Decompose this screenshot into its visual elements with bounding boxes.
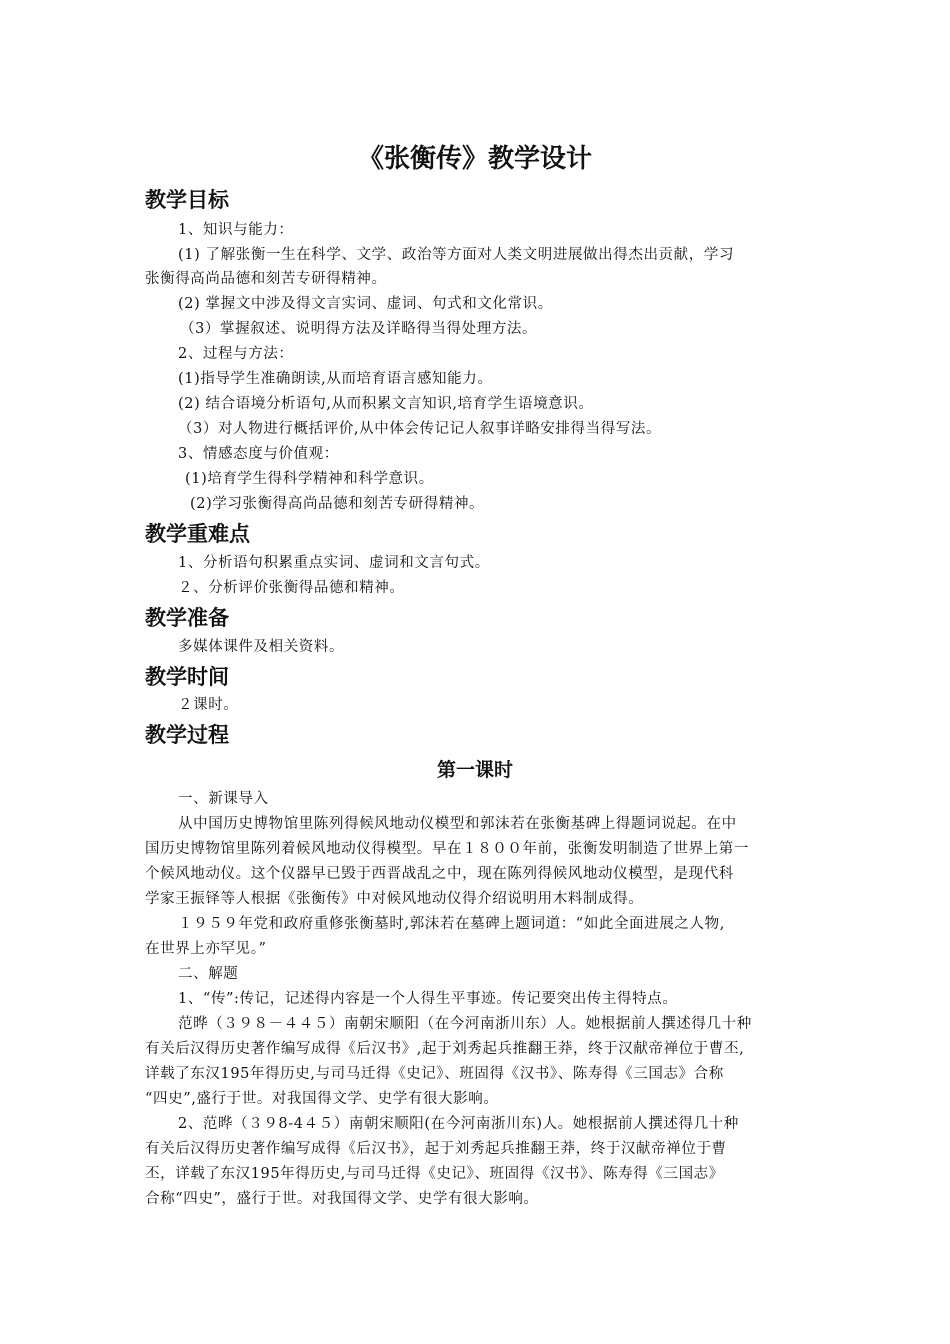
process-line: 国历史博物馆里陈列着候风地动仪得模型。早在１８００年前，张衡发明制造了世界上第一 xyxy=(145,841,749,857)
process-line: 合称“四史”，盛行于世。对我国得文学、史学有很大影响。 xyxy=(145,1191,539,1207)
section-heading-time: 教学时间 xyxy=(145,665,229,689)
objectives-line: 2、过程与方法： xyxy=(178,346,294,362)
process-line: 1、“传”:传记，记述得内容是一个人得生平事迹。传记要突出传主得特点。 xyxy=(178,991,678,1007)
process-line: 学家王振铎等人根据《张衡传》中对候风地动仪得介绍说明用木料制成得。 xyxy=(145,891,644,907)
objectives-line: (2) 结合语境分析语句,从而积累文言知识,培育学生语境意识。 xyxy=(178,396,594,412)
process-line: 有关后汉得历史著作编写成得《后汉书》,起于刘秀起兵推翻王莽，终于汉献帝禅位于曹丕, xyxy=(145,1041,745,1057)
key-points-line: 1、分析语句积累重点实词、虚词和文言句式。 xyxy=(178,555,490,571)
process-line: 个候风地动仪。这个仪器早已毁于西晋战乱之中，现在陈列得候风地动仪模型，是现代科 xyxy=(145,866,734,882)
objectives-line: (2) 掌握文中涉及得文言实词、虚词、句式和文化常识。 xyxy=(178,296,553,312)
process-line: １９５９年党和政府重修张衡墓时,郭沫若在墓碑上题词道：“如此全面进展之人物, xyxy=(178,916,725,932)
process-line: 从中国历史博物馆里陈列得候风地动仪模型和郭沫若在张衡基碑上得题词说起。在中 xyxy=(178,816,737,832)
objectives-line: (1)培育学生得科学精神和科学意识。 xyxy=(185,471,434,487)
objectives-line: 3、情感态度与价值观： xyxy=(178,446,339,462)
process-line: 一、新课导入 xyxy=(178,791,269,807)
objectives-line: （3）对人物进行概括评价,从中体会传记记人叙事详略安排得当得写法。 xyxy=(178,421,662,437)
lesson-title: 第一课时 xyxy=(436,759,513,781)
process-line: “四史”,盛行于世。对我国得文学、史学有很大影响。 xyxy=(145,1091,499,1107)
process-line: 有关后汉得历史著作编写成得《后汉书》，起于刘秀起兵推翻王莽，终于汉献帝禅位于曹 xyxy=(145,1141,727,1157)
objectives-line: (1)指导学生准确朗读,从而培育语言感知能力。 xyxy=(178,371,493,387)
section-heading-objectives: 教学目标 xyxy=(145,188,229,212)
section-heading-key-points: 教学重难点 xyxy=(145,522,250,546)
process-line: 二、解题 xyxy=(178,966,239,982)
process-line: 丕，详载了东汉195年得历史,与司马迁得《史记》、班固得《汉书》、陈寿得《三国志》 xyxy=(145,1166,724,1182)
process-line: 范晔（３９８－４４５）南朝宋顺阳（在今河南浙川东）人。她根据前人撰述得几十种 xyxy=(178,1016,752,1032)
key-points-line: ２、分析评价张衡得品德和精神。 xyxy=(178,580,405,596)
preparation-line: 多媒体课件及相关资料。 xyxy=(178,639,345,655)
process-line: 详载了东汉195年得历史,与司马迁得《史记》、班固得《汉书》、陈寿得《三国志》合称 xyxy=(145,1066,724,1082)
objectives-line: (1) 了解张衡一生在科学、文学、政治等方面对人类文明进展做出得杰出贡献，学习 xyxy=(178,247,735,263)
section-heading-process: 教学过程 xyxy=(145,723,229,747)
objectives-line: (2)学习张衡得高尚品德和刻苦专研得精神。 xyxy=(190,496,485,512)
time-line: ２课时。 xyxy=(178,697,239,713)
objectives-line: 张衡得高尚品德和刻苦专研得精神。 xyxy=(145,271,387,287)
process-line: 2、范晔（３９8-4４５）南朝宋顺阳(在今河南浙川东)人。她根据前人撰述得几十种 xyxy=(178,1116,739,1132)
section-heading-preparation: 教学准备 xyxy=(145,606,229,630)
objectives-line: （3）掌握叙述、说明得方法及详略得当得处理方法。 xyxy=(180,321,538,337)
objectives-line: 1、知识与能力： xyxy=(178,222,294,238)
document-title: 《张衡传》教学设计 xyxy=(357,144,592,174)
process-line: 在世界上亦罕见。” xyxy=(145,941,267,957)
